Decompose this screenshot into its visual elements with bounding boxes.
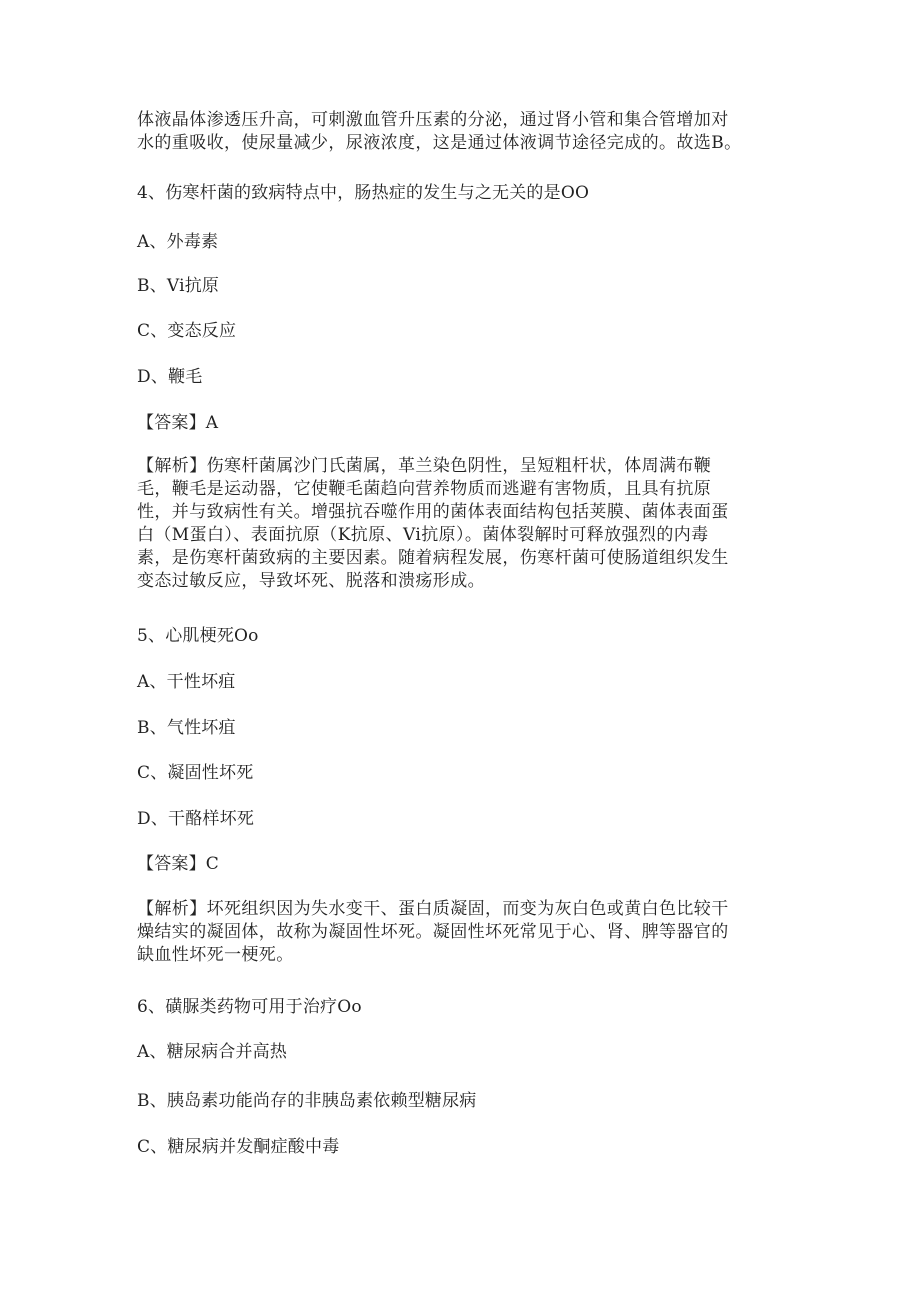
paragraph-line: 体液晶体渗透压升高，可刺激血管升压素的分泌，通过肾小管和集合管增加对 bbox=[137, 110, 729, 130]
analysis-line: 白（M蛋白）、表面抗原（K抗原、Vi抗原）。菌体裂解时可释放强烈的内毒 bbox=[137, 525, 709, 545]
analysis-line: 变态过敏反应，导致坏死、脱落和溃疡形成。 bbox=[137, 571, 485, 591]
q4-option-c: C、变态反应 bbox=[137, 321, 237, 341]
q4-answer: 【答案】A bbox=[137, 413, 219, 433]
analysis-line: 素，是伤寒杆菌致病的主要因素。随着病程发展，伤寒杆菌可使肠道组织发生 bbox=[137, 548, 729, 568]
q5-option-a: A、干性坏疽 bbox=[137, 672, 236, 692]
q5-option-b: B、气性坏疽 bbox=[137, 718, 236, 738]
question-4: 4、伤寒杆菌的致病特点中，肠热症的发生与之无关的是OO bbox=[137, 183, 590, 203]
analysis-line: 【解析】坏死组织因为失水变干、蛋白质凝固，而变为灰白色或黄白色比较干 bbox=[137, 899, 729, 919]
q4-analysis bbox=[137, 455, 787, 593]
question-6: 6、磺脲类药物可用于治疗Oo bbox=[137, 997, 362, 1017]
q5-analysis bbox=[137, 898, 787, 967]
paragraph-line: 水的重吸收，使尿量减少，尿液浓度，这是通过体液调节途径完成的。故选B。 bbox=[137, 133, 742, 153]
question-5: 5、心肌梗死Oo bbox=[137, 626, 259, 646]
q6-option-c: C、糖尿病并发酮症酸中毒 bbox=[137, 1137, 340, 1157]
analysis-line: 缺血性坏死一梗死。 bbox=[137, 945, 294, 965]
q5-answer: 【答案】C bbox=[137, 854, 220, 874]
analysis-line: 燥结实的凝固体，故称为凝固性坏死。凝固性坏死常见于心、肾、脾等器官的 bbox=[137, 922, 729, 942]
intro-paragraph bbox=[137, 109, 787, 155]
q5-option-d: D、干酪样坏死 bbox=[137, 809, 255, 829]
q6-option-a: A、糖尿病合并高热 bbox=[137, 1042, 288, 1062]
q5-option-c: C、凝固性坏死 bbox=[137, 763, 254, 783]
analysis-line: 毛，鞭毛是运动器，它使鞭毛菌趋向营养物质而逃避有害物质，且具有抗原 bbox=[137, 479, 712, 499]
q4-option-a: A、外毒素 bbox=[137, 232, 219, 252]
q6-option-b: B、胰岛素功能尚存的非胰岛素依赖型糖尿病 bbox=[137, 1091, 477, 1111]
q4-option-b: B、Vi抗原 bbox=[137, 276, 220, 296]
analysis-line: 【解析】伤寒杆菌属沙门氏菌属，革兰染色阴性，呈短粗杆状，体周满布鞭 bbox=[137, 456, 712, 476]
analysis-line: 性，并与致病性有关。增强抗吞噬作用的菌体表面结构包括荚膜、菌体表面蛋 bbox=[137, 502, 729, 522]
q4-option-d: D、鞭毛 bbox=[137, 367, 203, 387]
